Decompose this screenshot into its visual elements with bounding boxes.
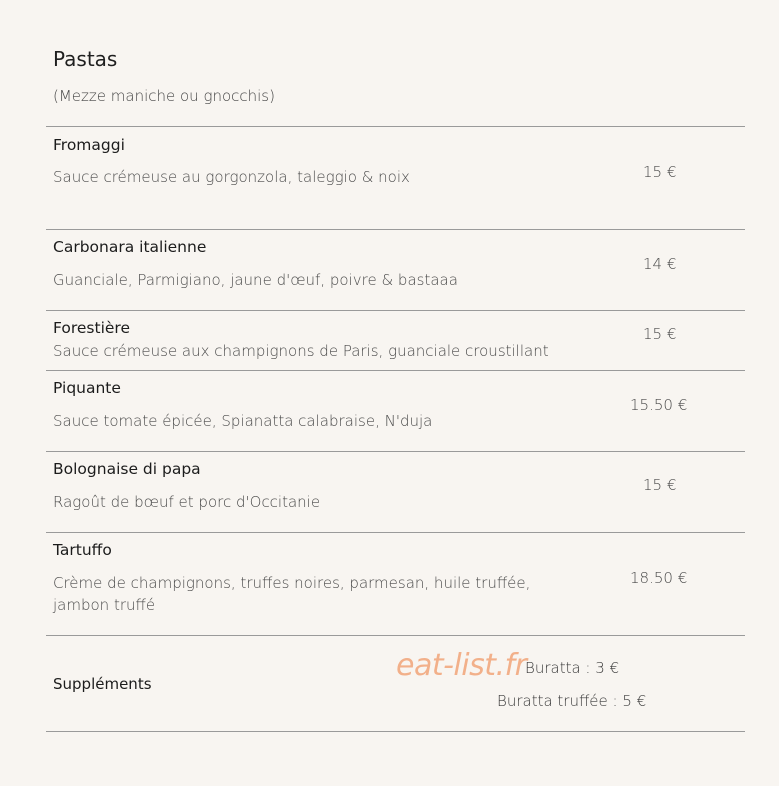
item-description-bolognaise: Ragoût de bœuf et porc d'Occitanie (53, 493, 321, 511)
divider (46, 731, 745, 732)
item-description-tartuffo: Crème de champignons, truffes noires, parmesan, huile truffée, jambon truffé (53, 574, 531, 614)
item-price-piquante: 15.50 € (630, 396, 688, 414)
divider (46, 451, 745, 452)
section-subtitle: (Mezze maniche ou gnocchis) (53, 87, 275, 105)
item-description-carbonara: Guanciale, Parmigiano, jaune d'œuf, poivre & bastaaa (53, 271, 458, 289)
item-price-tartuffo: 18.50 € (630, 569, 688, 587)
supplement-option-buratta: Buratta : 3 € (525, 659, 620, 677)
item-price-forestiere: 15 € (643, 325, 677, 343)
divider (46, 635, 745, 636)
item-price-bolognaise: 15 € (643, 476, 677, 494)
item-description-forestiere: Sauce crémeuse aux champignons de Paris, guanciale croustillant (53, 342, 549, 360)
item-name-carbonara: Carbonara italienne (53, 238, 207, 256)
divider (46, 310, 745, 311)
item-price-fromaggi: 15 € (643, 163, 677, 181)
divider (46, 532, 745, 533)
item-name-tartuffo: Tartuffo (53, 541, 112, 559)
divider (46, 126, 745, 127)
item-name-piquante: Piquante (53, 379, 121, 397)
item-price-carbonara: 14 € (643, 255, 677, 273)
item-name-forestiere: Forestière (53, 319, 130, 337)
supplement-option-buratta-truffee: Buratta truffée : 5 € (497, 692, 647, 710)
item-name-fromaggi: Fromaggi (53, 136, 125, 154)
supplements-label: Suppléments (53, 675, 152, 693)
item-description-fromaggi: Sauce crémeuse au gorgonzola, taleggio & noix (53, 168, 410, 186)
item-name-bolognaise: Bolognaise di papa (53, 460, 201, 478)
section-title: Pastas (53, 47, 118, 71)
watermark-logo: eat-list.fr (396, 648, 527, 683)
divider (46, 370, 745, 371)
divider (46, 229, 745, 230)
item-description-piquante: Sauce tomate épicée, Spianatta calabraise, N'duja (53, 412, 433, 430)
